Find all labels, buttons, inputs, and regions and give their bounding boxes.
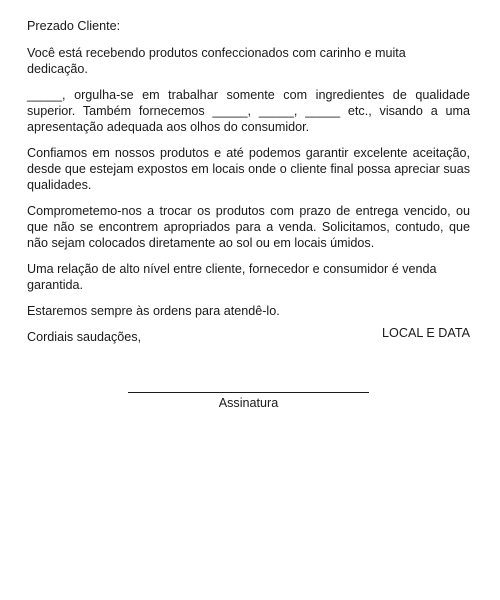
letter-paragraph-intro: Você está recebendo produtos confeccionados com carinho e muita dedicação. — [27, 46, 406, 76]
letter-paragraph-relationship: Uma relação de alto nível entre cliente, fornecedor e consumidor é venda garantida. — [27, 262, 437, 292]
signature-block — [128, 382, 369, 411]
letter-paragraph-exchange: Comprometemo-nos a trocar os produtos com prazo de entrega vencido, ou que não se encontrem apropriados para a venda. Solicitamos, contudo, que não sejam colocados diretamente ao sol ou em locais úmidos. — [27, 204, 470, 250]
letter-paragraph-ingredients: _____, orgulha-se em trabalhar somente com ingredientes de qualidade superior. Também fornecemos _____, _____, _____ etc., visando a uma apresentação adequada aos olhos do consumidor. — [27, 88, 470, 134]
signature-label: Assinatura — [218, 396, 279, 410]
letter-greeting: Prezado Cliente: — [27, 19, 121, 33]
local-and-date: LOCAL E DATA — [382, 326, 470, 340]
letter-body — [27, 18, 470, 345]
signature-line — [128, 392, 369, 393]
letter-paragraph-service: Estaremos sempre às ordens para atendê-lo. — [27, 304, 280, 318]
letter-closing: Cordiais saudações, — [27, 330, 142, 344]
letter-paragraph-confidence: Confiamos em nossos produtos e até podemos garantir excelente aceitação, desde que estejam expostos em locais onde o cliente final possa apreciar suas qualidades. — [27, 146, 470, 192]
